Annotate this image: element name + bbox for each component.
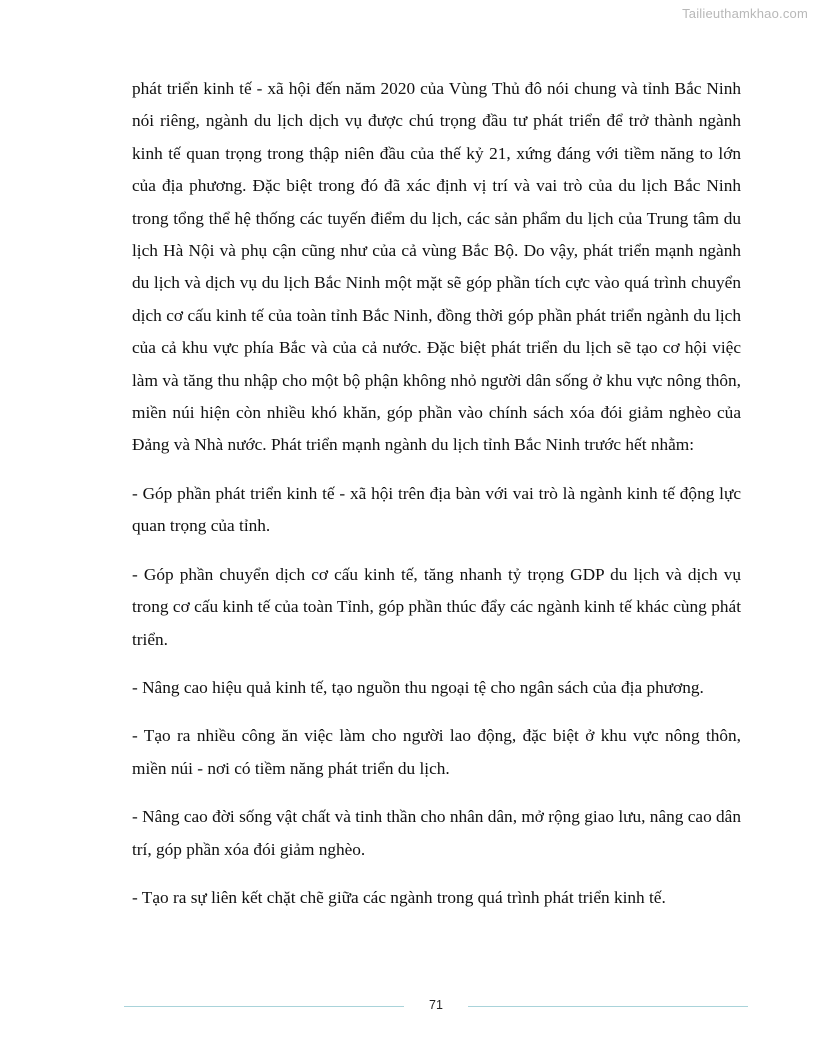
watermark-text: Tailieuthamkhao.com bbox=[682, 6, 808, 21]
bullet-item: - Nâng cao hiệu quả kinh tế, tạo nguồn thu ngoại tệ cho ngân sách của địa phương. bbox=[132, 677, 704, 697]
footer-divider-left bbox=[124, 1006, 404, 1007]
bullet-item: - Tạo ra nhiều công ăn việc làm cho người lao động, đặc biệt ở khu vực nông thôn, miền núi - nơi có tiềm năng phát triển du lịch. bbox=[132, 726, 741, 778]
bullet-item: - Nâng cao đời sống vật chất và tinh thần cho nhân dân, mở rộng giao lưu, nâng cao dân trí, góp phần xóa đói giảm nghèo. bbox=[132, 807, 741, 859]
bullet-item: - Góp phần chuyển dịch cơ cấu kinh tế, tăng nhanh tỷ trọng GDP du lịch và dịch vụ trong cơ cấu kinh tế của toàn Tỉnh, góp phần thúc đẩy các ngành kinh tế khác cùng phát triển. bbox=[132, 564, 741, 649]
page-number: 71 bbox=[429, 998, 443, 1012]
bullet-item: - Tạo ra sự liên kết chặt chẽ giữa các ngành trong quá trình phát triển kinh tế. bbox=[132, 887, 666, 907]
footer-divider-right bbox=[468, 1006, 748, 1007]
page-body bbox=[132, 73, 741, 914]
intro-paragraph: phát triển kinh tế - xã hội đến năm 2020 của Vùng Thủ đô nói chung và tỉnh Bắc Ninh nói riêng, ngành du lịch dịch vụ được chú trọng đầu tư phát triển để trở thành ngành kinh tế quan trọng trong thập niên đầu của thế kỷ 21, xứng đáng với tiềm năng to lớn của địa phương. Đặc biệt trong đó đã xác định vị trí và vai trò của du lịch Bắc Ninh trong tổng thể hệ thống các tuyến điểm du lịch, các sản phẩm du lịch của Trung tâm du lịch Hà Nội và phụ cận cũng như của cả vùng Bắc Bộ. Do vậy, phát triển mạnh ngành du lịch và dịch vụ du lịch Bắc Ninh một mặt sẽ góp phần tích cực vào quá trình chuyển dịch cơ cấu kinh tế của toàn tỉnh Bắc Ninh, đồng thời góp phần phát triển ngành du lịch của cả khu vực phía Bắc và của cả nước. Đặc biệt phát triển du lịch sẽ tạo cơ hội việc làm và tăng thu nhập cho một bộ phận không nhỏ người dân sống ở khu vực nông thôn, miền núi hiện còn nhiều khó khăn, góp phần vào chính sách xóa đói giảm nghèo của Đảng và Nhà nước. Phát triển mạnh ngành du lịch tỉnh Bắc Ninh trước hết nhằm: bbox=[132, 79, 741, 455]
bullet-item: - Góp phần phát triển kinh tế - xã hội trên địa bàn với vai trò là ngành kinh tế động lực quan trọng của tỉnh. bbox=[132, 483, 741, 536]
